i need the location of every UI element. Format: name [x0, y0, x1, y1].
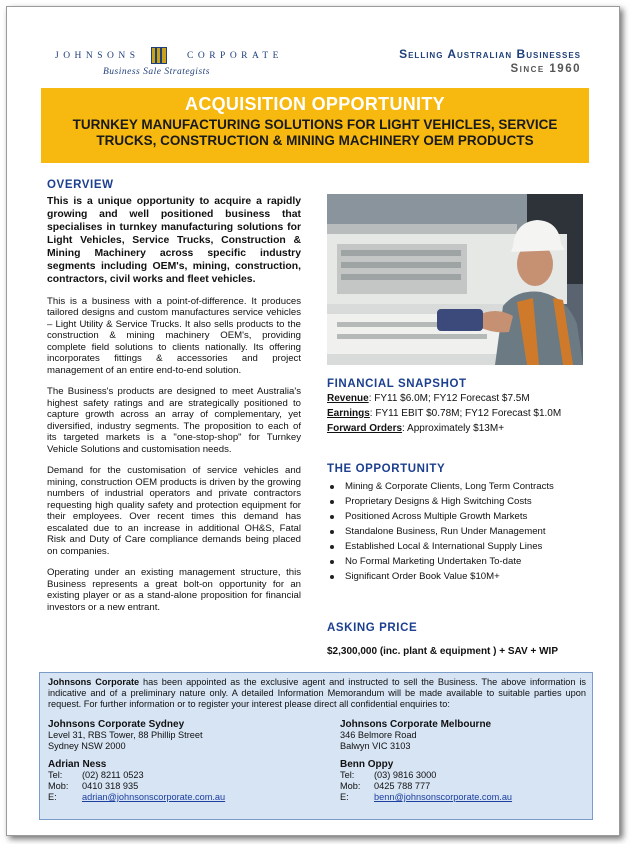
asking-heading: ASKING PRICE: [327, 622, 418, 634]
melbourne-email-row: [340, 792, 590, 803]
financial-heading: FINANCIAL SNAPSHOT: [327, 378, 467, 390]
list-item: No Formal Marketing Undertaken To-date: [327, 555, 583, 568]
mob-label: Mob:: [340, 781, 361, 791]
melbourne-tel[interactable]: (03) 9816 3000: [374, 770, 437, 780]
overview-paragraph-1: This is a business with a point-of-difference. It produces tailored designs and custom manufactures service vehicles – Light Utility & Service Trucks. It also sells products to the construction & mining machinery OEM's, providing complete field solutions to clients nationally. Its offering incorporates fittings & accessories and project management of an entire end-to-end solution.: [47, 295, 301, 376]
opportunity-list: [327, 480, 583, 583]
overview-lead: This is a unique opportunity to acquire a rapidly growing and well positioned business that specialises in turnkey manufacturing solutions for Light Vehicles, Service Trucks, Construction & Mining Machinery across specific industry segments including OEM's, mining, construction, contractors, civil works and fleet vehicles.: [47, 195, 301, 285]
sydney-office: [48, 719, 298, 803]
melbourne-office: [340, 719, 590, 803]
financial-snapshot-section: [327, 377, 583, 436]
asking-price: $2,300,000 (inc. plant & equipment ) + SAV + WIP: [327, 646, 558, 657]
tel-label: Tel:: [340, 770, 355, 780]
earnings-row: [327, 407, 583, 421]
title-banner: [41, 88, 589, 163]
list-item: Standalone Business, Run Under Management: [327, 525, 583, 538]
overview-paragraph-2: The Business's products are designed to meet Australia's highest safety ratings and are strategically positioned to capture growth across an array of complementary, yet diversified, industry segments. The proposition to each of its targeted markets is a "one-stop-shop" for Turnkey Vehicle Solutions and customisation needs.: [47, 386, 301, 455]
overview-section: [47, 180, 301, 613]
list-item: Mining & Corporate Clients, Long Term Contracts: [327, 480, 583, 493]
footer-intro-text: has been appointed as the exclusive agent and instructed to sell the Business. The above information is indicative and of a preliminary nature only. A detailed Information Memorandum will be made available to suitable parties upon request. For further information or to register your interest please direct all confidential enquiries to:: [48, 677, 586, 709]
melbourne-address-line1: 346 Belmore Road: [340, 730, 417, 740]
forward-orders-value: : Approximately $13M+: [402, 423, 505, 434]
sydney-email-row: [48, 792, 298, 803]
opportunity-heading: THE OPPORTUNITY: [327, 463, 446, 475]
overview-paragraph-4: Operating under an existing management structure, this Business represents a great bolt-on opportunity for an existing player or as a stand-alone proposition for financial investors or a new entrant.: [47, 567, 301, 613]
email-label: E:: [48, 792, 57, 802]
sydney-office-name: Johnsons Corporate Sydney: [48, 719, 185, 730]
overview-paragraph-3: Demand for the customisation of service vehicles and mining, construction OEM products is driven by the growing numbers of industrial operators and private contractors requesting high quality safety and protection equipment for their employees. Over recent times this demand has escalated due to an increase in additional OH&S, Fatal Risk and Duty of Care compliance demands being placed on companies.: [47, 465, 301, 557]
list-item: Significant Order Book Value $10M+: [327, 570, 583, 583]
logo-word-right: CORPORATE: [187, 51, 283, 61]
sydney-tel[interactable]: (02) 8211 0523: [82, 770, 144, 780]
header-tagline: [399, 47, 581, 75]
logo-word-left: JOHNSONS: [55, 51, 140, 61]
list-item: Positioned Across Multiple Growth Markets: [327, 510, 583, 523]
email-label: E:: [340, 792, 349, 802]
melbourne-address-line2: Balwyn VIC 3103: [340, 741, 411, 751]
melbourne-mob-row: [340, 781, 590, 792]
melbourne-mob[interactable]: 0425 788 777: [374, 781, 431, 791]
list-item: Proprietary Designs & High Switching Costs: [327, 495, 583, 508]
footer-intro-company: Johnsons Corporate: [48, 677, 140, 687]
logo-mark-icon: [151, 47, 167, 64]
overview-heading: OVERVIEW: [47, 179, 114, 191]
sydney-address-line1: Level 31, RBS Tower, 88 Phillip Street: [48, 730, 203, 740]
forward-orders-row: [327, 422, 583, 436]
forward-orders-label: Forward Orders: [327, 423, 403, 434]
sydney-contact: [48, 759, 298, 803]
earnings-value: : FY11 EBIT $0.78M; FY12 Forecast $1.0M: [369, 408, 562, 419]
contact-footer: [39, 672, 593, 820]
sydney-contact-name: Adrian Ness: [48, 759, 107, 770]
logo-tagline: Business Sale Strategists: [103, 67, 210, 77]
brochure-page: [6, 6, 620, 836]
opportunity-section: [327, 462, 583, 585]
revenue-value: : FY11 $6.0M; FY12 Forecast $7.5M: [368, 393, 530, 404]
revenue-row: [327, 392, 583, 406]
melbourne-contact: [340, 759, 590, 803]
banner-subtitle: TURNKEY MANUFACTURING SOLUTIONS FOR LIGHT VEHICLES, SERVICE TRUCKS, CONSTRUCTION & MINING MACHINERY OEM PRODUCTS: [72, 117, 558, 148]
sydney-tel-row: [48, 770, 298, 781]
revenue-label: Revenue: [327, 393, 369, 404]
sydney-email-link[interactable]: adrian@johnsonscorporate.com.au: [82, 792, 226, 802]
asking-price-section: [327, 621, 583, 659]
banner-title: ACQUISITION OPPORTUNITY: [185, 94, 445, 114]
sydney-mob[interactable]: 0410 318 935: [82, 781, 139, 791]
melbourne-contact-name: Benn Oppy: [340, 759, 394, 770]
melbourne-email-link[interactable]: benn@johnsonscorporate.com.au: [374, 792, 513, 802]
earnings-label: Earnings: [327, 408, 370, 419]
mob-label: Mob:: [48, 781, 69, 791]
melbourne-office-name: Johnsons Corporate Melbourne: [340, 719, 492, 730]
worker-photo: [327, 194, 583, 365]
tagline-line2: Since 1960: [510, 63, 581, 75]
footer-intro: [40, 673, 592, 710]
melbourne-tel-row: [340, 770, 590, 781]
sydney-address-line2: Sydney NSW 2000: [48, 741, 126, 751]
tel-label: Tel:: [48, 770, 63, 780]
sydney-mob-row: [48, 781, 298, 792]
list-item: Established Local & International Supply Lines: [327, 540, 583, 553]
tagline-line1: Selling Australian Businesses: [399, 47, 581, 61]
company-logo: [47, 47, 283, 87]
